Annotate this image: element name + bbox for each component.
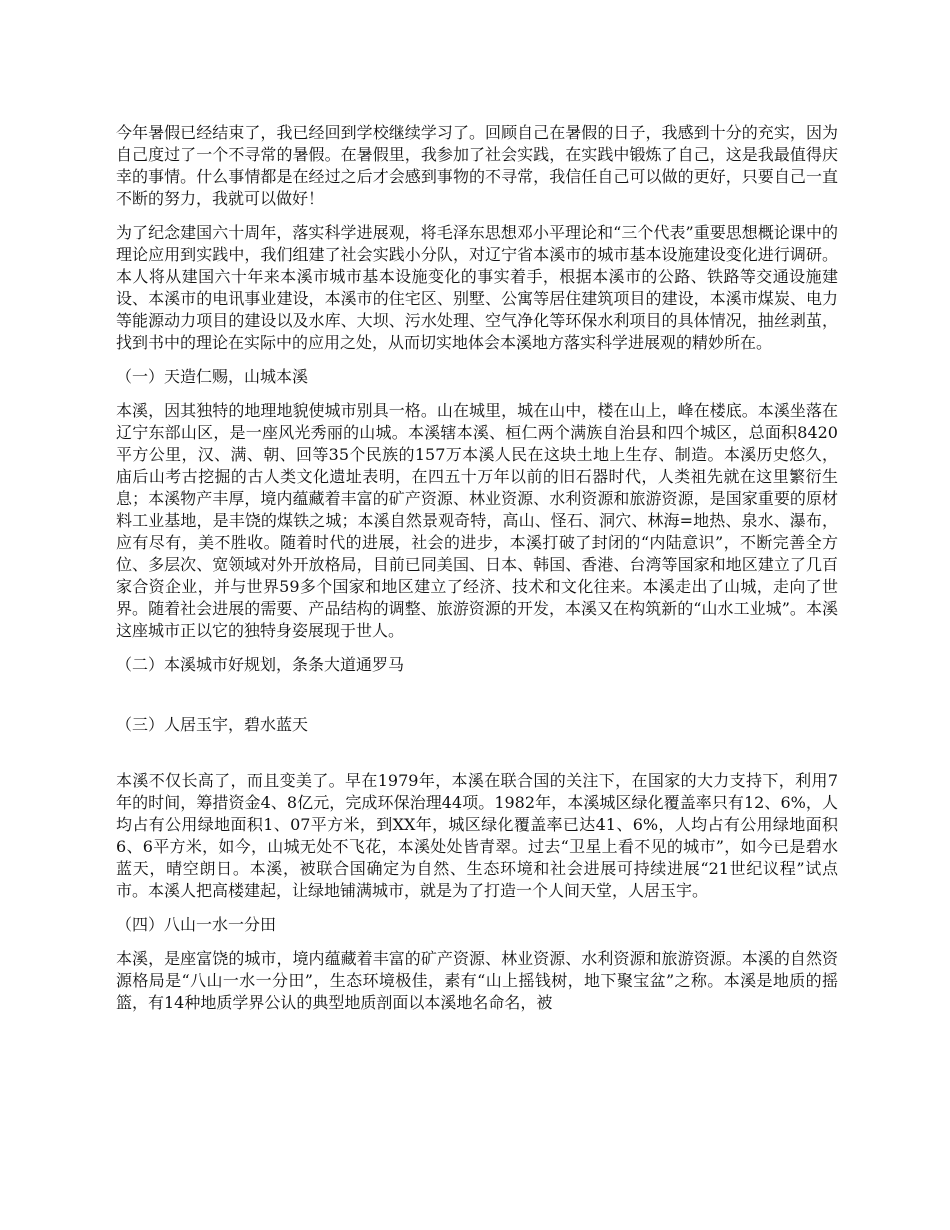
section-3-heading: （三）人居玉宇，碧水蓝天 xyxy=(116,715,309,734)
section-4-paragraph: 本溪，是座富饶的城市，境内蕴藏着丰富的矿产资源、林业资源、水利资源和旅游资源。本溪的自然资源格局是“八山一水一分田”，生态环境极佳，素有“山上摇钱树，地下聚宝盆”之称。本溪是地质的摇篮，有14种地质学界公认的典型地质剖面以本溪地名命名，被 xyxy=(116,949,838,1012)
section-3-paragraph: 本溪不仅长高了，而且变美了。早在1979年，本溪在联合国的关注下，在国家的大力支持下，利用7年的时间，筹措资金4、8亿元，完成环保治理44项。1982年，本溪城区绿化覆盖率只有12、6%，人均占有公用绿地面积1、07平方米，到XX年，城区绿化覆盖率已达41、6%，人均占有公用绿地面积6、6平方米，如今，山城无处不飞花，本溪处处皆青翠。过去“卫星上看不见的城市”，如今已是碧水蓝天，晴空朗日。本溪，被联合国确定为自然、生态环境和社会进展可持续进展“21世纪议程”试点市。本溪人把高楼建起，让绿地铺满城市，就是为了打造一个人间天堂，人居玉宇。 xyxy=(116,771,838,900)
section-1-paragraph: 本溪，因其独特的地理地貌使城市别具一格。山在城里，城在山中，楼在山上，峰在楼底。本溪坐落在辽宁东部山区，是一座风光秀丽的山城。本溪辖本溪、桓仁两个满族自治县和四个城区，总面积8420平方公里，汉、满、朝、回等35个民族的157万本溪人民在这块土地上生存、制造。本溪历史悠久，庙后山考古挖掘的古人类文化遗址表明，在四五十万年以前的旧石器时代，人类祖先就在这里繁衍生息；本溪物产丰厚，境内蕴藏着丰富的矿产资源、林业资源、水利资源和旅游资源，是国家重要的原材料工业基地，是丰饶的煤铁之城；本溪自然景观奇特，高山、怪石、洞穴、林海=地热、泉水、瀑布，应有尽有，美不胜收。随着时代的进展，社会的进步，本溪打破了封闭的“内陆意识”，不断完善全方位、多层次、宽领域对外开放格局，目前已同美国、日本、韩国、香港、台湾等国家和地区建立了几百家合资企业，并与世界59多个国家和地区建立了经济、技术和文化往来。本溪走出了山城，走向了世界。随着社会进展的需要、产品结构的调整、旅游资源的开发，本溪又在构筑新的“山水工业城”。本溪这座城市正以它的独特身姿展现于世人。 xyxy=(116,401,838,640)
document-body xyxy=(116,122,838,1014)
section-1-heading: （一）天造仁赐，山城本溪 xyxy=(116,367,309,386)
intro-paragraph-1: 今年暑假已经结束了，我已经回到学校继续学习了。回顾自己在暑假的日子，我感到十分的充实，因为自己度过了一个不寻常的暑假。在暑假里，我参加了社会实践，在实践中锻炼了自己，这是我最值得庆幸的事情。什么事情都是在经过之后才会感到事物的不寻常，我信任自己可以做的更好，只要自己一直不断的努力，我就可以做好！ xyxy=(116,123,838,208)
section-2-heading: （二）本溪城市好规划，条条大道通罗马 xyxy=(116,655,405,674)
section-4-heading: （四）八山一水一分田 xyxy=(116,915,277,934)
blank-space xyxy=(116,736,838,770)
intro-paragraph-2: 为了纪念建国六十周年，落实科学进展观，将毛泽东思想邓小平理论和“三个代表”重要思想概论课中的理论应用到实践中，我们组建了社会实践小分队，对辽宁省本溪市的城市基本设施建设变化进行调研。本人将从建国六十年来本溪市城市基本设施变化的事实着手，根据本溪市的公路、铁路等交通设施建设、本溪市的电讯事业建设，本溪市的住宅区、别墅、公寓等居住建筑项目的建设，本溪市煤炭、电力等能源动力项目的建设以及水库、大坝、污水处理、空气净化等环保水利项目的具体情况，抽丝剥茧，找到书中的理论在实际中的应用之处，从而切实地体会本溪地方落实科学进展观的精妙所在。 xyxy=(116,223,838,352)
blank-space xyxy=(116,676,838,714)
